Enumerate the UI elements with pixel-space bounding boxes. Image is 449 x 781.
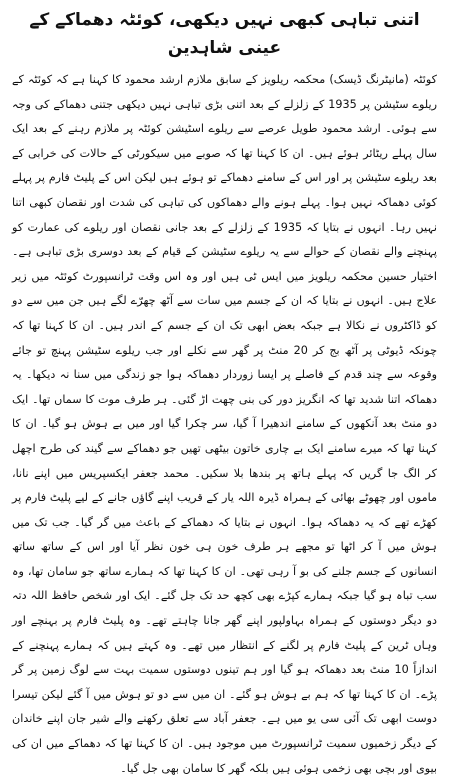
article-body: کوئٹہ (مانیٹرنگ ڈیسک) محکمہ ریلویز کے سابق ملازم ارشد محمود کا کہنا ہے کہ کوئٹہ کے ریلوے سٹیشن پر 1935 کے زلزلے کے بعد اتنی بڑی تباہی نہیں دیکھی جتنی دھماکے کی وجہ سے ہوئی۔ ارشد محمود طویل عرصے سے ریلوے اسٹیشن کوئٹہ پر ملازم رہنے کے بعد ایک سال پہلے ریٹائر ہوئے ہیں۔ ان کا کہنا تھا کہ صوبے میں سیکورٹی کے حالات کی خرابی کے بعد ریلوے سٹیشن پر اور اس کے سامنے دھماکے تو ہوئے ہیں لیکن اس کے پلیٹ فارم پر پہلے کوئی دھماکہ نہیں ہوا۔ پہلے ہونے والے دھماکوں کی تباہی کی شدت اور نقصان کبھی اتنا نہیں رہا۔ انہوں نے بتایا کہ 1935 کے زلزلے کے بعد جانی نقصان اور ریلوے کی عمارت کو پہنچنے والے نقصان کے حوالے سے یہ ریلوے سٹیشن کے قیام کے بعد دوسری بڑی تباہی ہے۔ اختیار حسین محکمہ ریلویز میں ایس ٹی ہیں اور وہ اس وقت ٹرانسپورٹ کوئٹہ میں زیر علاج ہیں۔ انہوں نے بتایا کہ ان کے جسم میں سات سے آٹھ چھرّے لگے ہیں جن میں سے دو کو ڈاکٹروں نے نکالا ہے جبکہ بعض ابھی تک ان کے جسم کے اندر ہیں۔ ان کا کہنا تھا کہ چونکہ ڈیوٹی پر آٹھ بج کر 20 منٹ پر گھر سے نکلے اور جب ریلوے سٹیشن پہنچ تو جائے وقوعہ سے چند قدم کے فاصلے پر ایسا زوردار دھماکہ ہوا جو زندگی میں سنا نہ دیکھا۔ یہ دھماکہ اتنا شدید تھا کہ انگریز دور کی بنی چھت اڑ گئی۔ ہر طرف موت کا سماں تھا۔ ایک دو منٹ بعد آنکھوں کے سامنے اندھیرا آ گیا، سر چکرا گیا اور میں بے ہوش ہو گیا۔ ان کا کہنا تھا کہ میرے سامنے ایک بے چاری خاتون بیٹھی تھیں جو دھماکے سے گیند کی طرح اچھل کر الگ جا گریں کہ پہلے ہاتھ پر بندھا بلا سکیں۔ محمد جعفر ایکسپریس میں اپنے نانا، ماموں اور چھوٹے بھائی کے ہمراہ ڈیرہ اللہ یار کے قریب اپنے گاؤں جانے کے لیے پلیٹ فارم پر کھڑے تھے کہ یہ دھماکہ ہوا۔ انہوں نے بتایا کہ دھماکے کے باعث میں گر گیا۔ جب تک میں ہوش میں آ کر اٹھا تو مجھے ہر طرف خون ہی خون نظر آیا اور اس کے ساتھ ساتھ انسانوں کے جسم جلنے کی بو آ رہی تھی۔ ان کا کہنا تھا کہ ہمارے ساتھ جو سامان تھا، وہ سب تباہ ہو گیا جبکہ ہمارے کپڑے بھی کچھ حد تک جل گئے۔ ایک اور شخص حافظ اللہ دتہ دو دیگر دوستوں کے ہمراہ بہاولپور اپنے گھر جانا چاہتے تھے۔ وہ پلیٹ فارم پر بہنچے اور وہاں ٹرین کے پلیٹ فارم پر لگنے کے انتظار میں تھے۔ وہ کہتے ہیں کہ ہمارے پہنچنے کے اندازاً 10 منٹ بعد دھماکہ ہو گیا اور ہم تینوں دوستوں سمیت بہت سے لوگ زمین پر گر پڑے۔ ان کا کہنا تھا کہ ہم بے ہوش ہو گئے۔ ان میں سے دو تو ہوش میں آ گئے لیکن تیسرا دوست ابھی تک آئی سی یو میں ہے۔ جعفر آباد سے تعلق رکھنے والے شیر جان اپنے خاندان کے دیگر زخمیوں سمیت ٹرانسپورٹ میں موجود ہیں۔ ان کا کہنا تھا کہ دھماکے میں ان کی بیوی اور بچی بھی زخمی ہوئی ہیں بلکہ گھر کا سامان بھی جل گیا۔ — [12, 73, 437, 775]
article-headline: اتنی تباہی کبھی نہیں دیکھی، کوئٹہ دھماکے کے عینی شاہدین — [29, 10, 420, 58]
